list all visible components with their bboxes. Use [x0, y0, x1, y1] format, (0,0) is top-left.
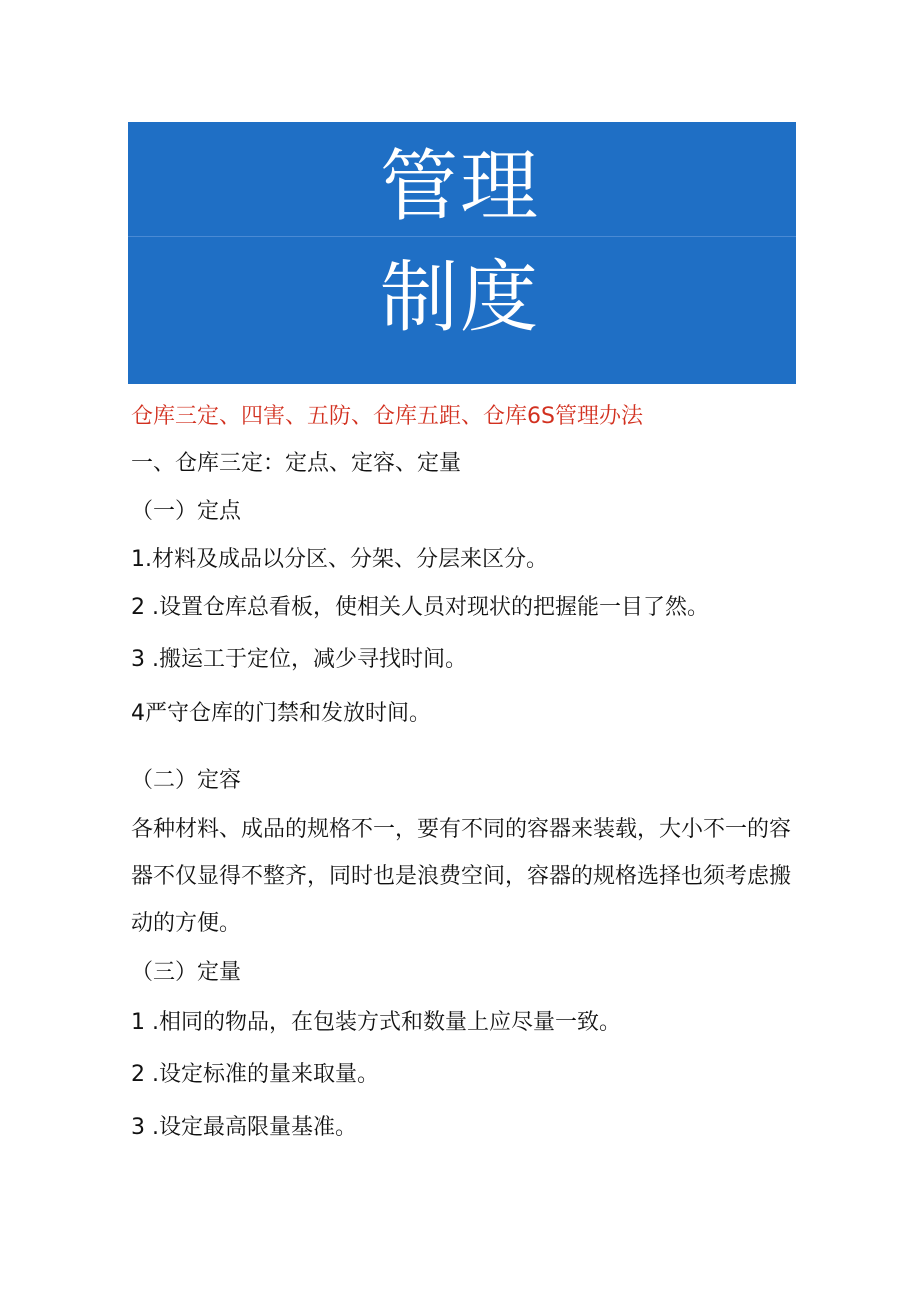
list-item: 4严守仓库的门禁和发放时间。	[131, 701, 431, 726]
list-item: 1.材料及成品以分区、分架、分层来区分。	[131, 547, 548, 572]
list-item: 3 .设定最高限量基准。	[131, 1115, 357, 1140]
subsection-title-dingdian: （一）定点	[131, 499, 242, 524]
section-title: 一、仓库三定：定点、定容、定量	[131, 451, 462, 476]
subsection-title-dingliang: （三）定量	[131, 960, 242, 985]
list-item: 1 .相同的物品，在包装方式和数量上应尽量一致。	[131, 1010, 621, 1035]
banner-divider	[128, 236, 796, 237]
paragraph-dingrong: 各种材料、成品的规格不一，要有不同的容器来装载，大小不一的容器不仅显得不整齐，同时也是浪费空间，容器的规格选择也须考虑搬动的方便。	[131, 817, 792, 936]
list-item: 2 .设定标准的量来取量。	[131, 1062, 379, 1087]
subsection-title-dingrong: （二）定容	[131, 768, 242, 793]
list-item: 2 .设置仓库总看板，使相关人员对现状的把握能一目了然。	[131, 595, 709, 620]
document-heading: 仓库三定、四害、五防、仓库五距、仓库6S管理办法	[131, 404, 643, 429]
list-item: 3 .搬运工于定位，减少寻找时间。	[131, 647, 467, 672]
banner-title-line2: 制度	[379, 253, 540, 343]
banner-title-line1: 管理	[379, 142, 540, 232]
